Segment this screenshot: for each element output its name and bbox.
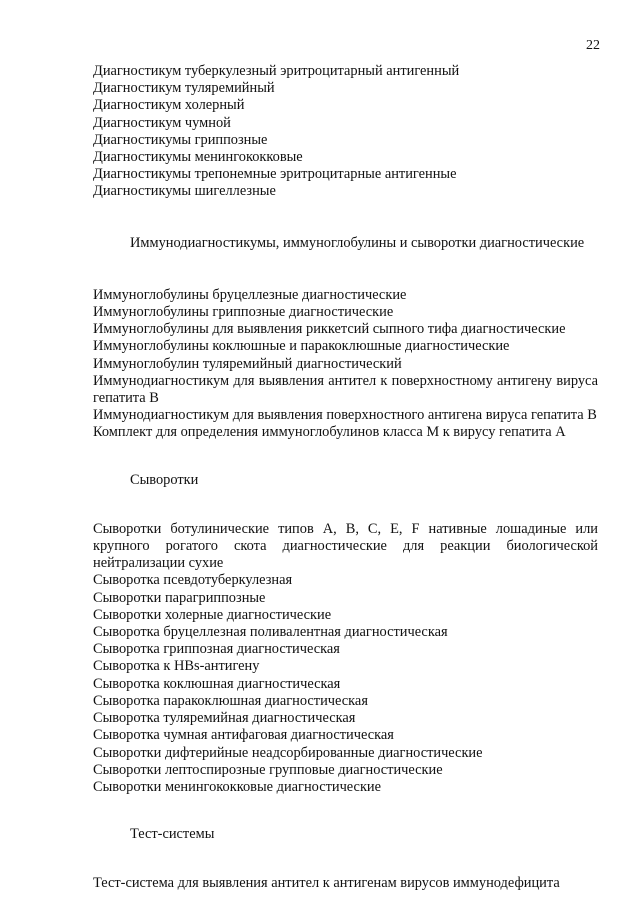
list-item: Сыворотка паракоклюшная диагностическая bbox=[93, 692, 368, 709]
list-item: Диагностикумы менингококковые bbox=[93, 149, 303, 166]
list-item: Сыворотки дифтерийные неадсорбированные диагностические bbox=[93, 744, 483, 761]
list-item: Иммуноглобулины гриппозные диагностические bbox=[93, 304, 394, 321]
list-item: Сыворотка к HBs-антигену bbox=[93, 658, 260, 675]
immuno-list bbox=[93, 287, 598, 442]
list-item: Сыворотки холерные диагностические bbox=[93, 606, 332, 623]
list-item: Сыворотка туляремийная диагностическая bbox=[93, 710, 356, 727]
serums-list bbox=[93, 521, 598, 796]
list-item: Диагностикум чумной bbox=[93, 114, 231, 131]
list-item: Диагностикум туберкулезный эритроцитарный антигенный bbox=[93, 63, 460, 79]
list-item: Диагностикумы трепонемные эритроцитарные антигенные bbox=[93, 166, 457, 183]
list-item: Комплект для определения иммуноглобулинов класса М к вирусу гепатита А bbox=[93, 424, 566, 441]
list-item: Сыворотка гриппозная диагностическая bbox=[93, 641, 340, 658]
page-number: 22 bbox=[586, 38, 600, 53]
list-item: Иммунодиагностикум для выявления поверхностного антигена вируса гепатита В bbox=[93, 407, 597, 424]
section-heading-serums: Сыворотки bbox=[130, 471, 199, 488]
section-heading-immuno: Иммунодиагностикумы, иммуноглобулины и сыворотки диагностические bbox=[130, 234, 585, 251]
list-item: Диагностикумы шигеллезные bbox=[93, 183, 276, 200]
document-body bbox=[93, 63, 598, 893]
list-item: Диагностикум холерный bbox=[93, 97, 245, 114]
list-item: Сыворотки парагриппозные bbox=[93, 589, 266, 606]
list-item: Иммуноглобулины для выявления риккетсий сыпного тифа диагностические bbox=[93, 321, 566, 338]
diagnosticum-list bbox=[93, 63, 598, 201]
list-item: Иммуноглобулины коклюшные и паракоклюшные диагностические bbox=[93, 338, 510, 355]
test-systems-list bbox=[93, 875, 598, 892]
list-item: Сыворотка бруцеллезная поливалентная диагностическая bbox=[93, 624, 448, 641]
section-heading-test-systems: Тест-системы bbox=[130, 826, 215, 843]
list-item: Сыворотки менингококковые диагностические bbox=[93, 778, 382, 795]
list-item: Иммуноглобулин туляремийный диагностический bbox=[93, 355, 402, 372]
list-item: Сыворотки лептоспирозные групповые диагностические bbox=[93, 761, 443, 778]
list-item: Сыворотка чумная антифаговая диагностическая bbox=[93, 727, 394, 744]
list-item: Диагностикумы гриппозные bbox=[93, 131, 268, 148]
list-item: Тест-система для выявления антител к антигенам вирусов иммунодефицита bbox=[93, 875, 560, 892]
list-item: Иммунодиагностикум для выявления антител к поверхностному антигену вируса гепатита В bbox=[93, 372, 598, 407]
list-item: Сыворотка коклюшная диагностическая bbox=[93, 675, 341, 692]
list-item: Диагностикум туляремийный bbox=[93, 80, 275, 97]
list-item: Сыворотка псевдотуберкулезная bbox=[93, 572, 293, 589]
list-item: Сыворотки ботулинические типов А, В, С, Е, F нативные лошадиные или крупного рогатого скота диагностические для реакции биологической нейтрализации сухие bbox=[93, 520, 598, 572]
list-item: Иммуноглобулины бруцеллезные диагностические bbox=[93, 286, 407, 303]
